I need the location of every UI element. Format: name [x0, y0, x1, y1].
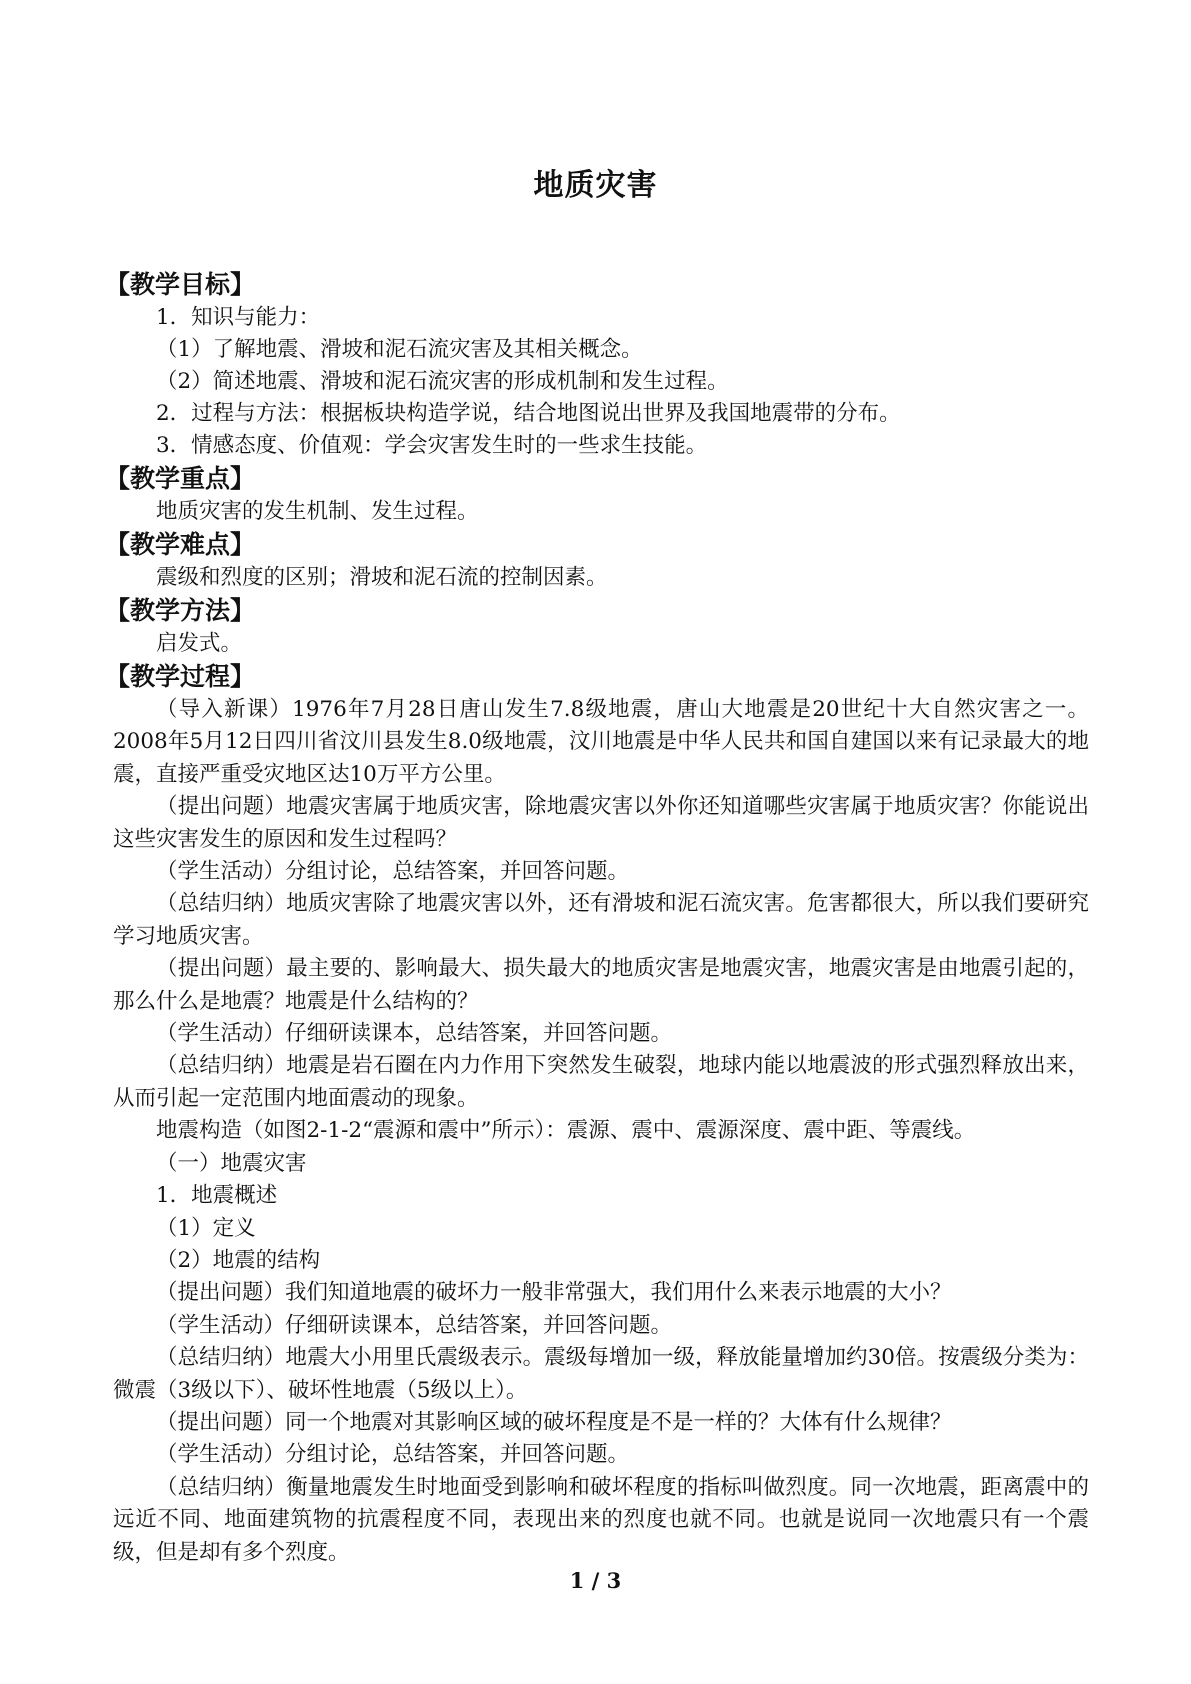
process-paragraph: （一）地震灾害 [156, 1150, 307, 1176]
process-paragraph: 1．地震概述 [156, 1183, 278, 1209]
section-heading-objectives: 【教学目标】 [105, 270, 256, 299]
section-heading-methods: 【教学方法】 [105, 596, 256, 625]
page-number: 1 / 3 [569, 1568, 622, 1593]
process-paragraph: （学生活动）分组讨论，总结答案，并回答问题。 [156, 1442, 630, 1468]
process-paragraph: （学生活动）分组讨论，总结答案，并回答问题。 [156, 859, 630, 885]
process-paragraph: （学生活动）仔细研读课本，总结答案，并回答问题。 [156, 1312, 673, 1338]
process-paragraph: （学生活动）仔细研读课本，总结答案，并回答问题。 [156, 1021, 673, 1047]
section-heading-key-points: 【教学重点】 [105, 464, 256, 493]
process-paragraph: （1）定义 [156, 1215, 256, 1241]
process-paragraph: （提出问题）地震灾害属于地质灾害，除地震灾害以外你还知道哪些灾害属于地质灾害？你能说出这些灾害发生的原因和发生过程吗？ [113, 794, 1089, 852]
section-heading-process: 【教学过程】 [105, 662, 256, 691]
methods-text: 启发式。 [156, 631, 243, 656]
section-heading-difficulties: 【教学难点】 [105, 530, 256, 559]
process-paragraph: （提出问题）最主要的、影响最大、损失最大的地质灾害是地震灾害，地震灾害是由地震引起的，那么什么是地震？地震是什么结构的？ [113, 956, 1089, 1014]
difficulties-text: 震级和烈度的区别；滑坡和泥石流的控制因素。 [156, 565, 608, 590]
process-paragraph: （总结归纳）地震大小用里氏震级表示。震级每增加一级，释放能量增加约30倍。按震级分类为：微震（3级以下）、破坏性地震（5级以上）。 [113, 1345, 1089, 1403]
process-paragraph: 地震构造（如图2-1-2“震源和震中”所示）：震源、震中、震源深度、震中距、等震线。 [156, 1118, 976, 1144]
process-paragraph: （总结归纳）衡量地震发生时地面受到影响和破坏程度的指标叫做烈度。同一次地震，距离震中的远近不同、地面建筑物的抗震程度不同，表现出来的烈度也就不同。也就是说同一次地震只有一个震级，但是却有多个烈度。 [113, 1474, 1089, 1565]
document-title: 地质灾害 [533, 168, 658, 203]
process-paragraph: （总结归纳）地震是岩石圈在内力作用下突然发生破裂，地球内能以地震波的形式强烈释放出来，从而引起一定范围内地面震动的现象。 [113, 1053, 1089, 1111]
objective-item: 3．情感态度、价值观：学会灾害发生时的一些求生技能。 [156, 433, 708, 458]
key-points-text: 地质灾害的发生机制、发生过程。 [156, 499, 479, 524]
objective-item: 2．过程与方法：根据板块构造学说，结合地图说出世界及我国地震带的分布。 [156, 401, 901, 426]
process-paragraph: （总结归纳）地质灾害除了地震灾害以外，还有滑坡和泥石流灾害。危害都很大，所以我们要研究学习地质灾害。 [113, 891, 1089, 949]
process-paragraph: （提出问题）我们知道地震的破坏力一般非常强大，我们用什么来表示地震的大小？ [156, 1280, 952, 1306]
objective-item: （1）了解地震、滑坡和泥石流灾害及其相关概念。 [156, 337, 643, 362]
document-body [105, 268, 1089, 1569]
process-paragraph: （提出问题）同一个地震对其影响区域的破坏程度是不是一样的？大体有什么规律？ [156, 1409, 952, 1435]
objective-item: 1．知识与能力： [156, 305, 321, 330]
process-paragraph: （2）地震的结构 [156, 1247, 321, 1273]
objective-item: （2）简述地震、滑坡和泥石流灾害的形成机制和发生过程。 [156, 369, 729, 394]
process-paragraph: （导入新课）1976年7月28日唐山发生7.8级地震，唐山大地震是20世纪十大自然灾害之一。2008年5月12日四川省汶川县发生8.0级地震，汶川地震是中华人民共和国自建国以来有记录最大的地震，直接严重受灾地区达10万平方公里。 [113, 697, 1089, 787]
